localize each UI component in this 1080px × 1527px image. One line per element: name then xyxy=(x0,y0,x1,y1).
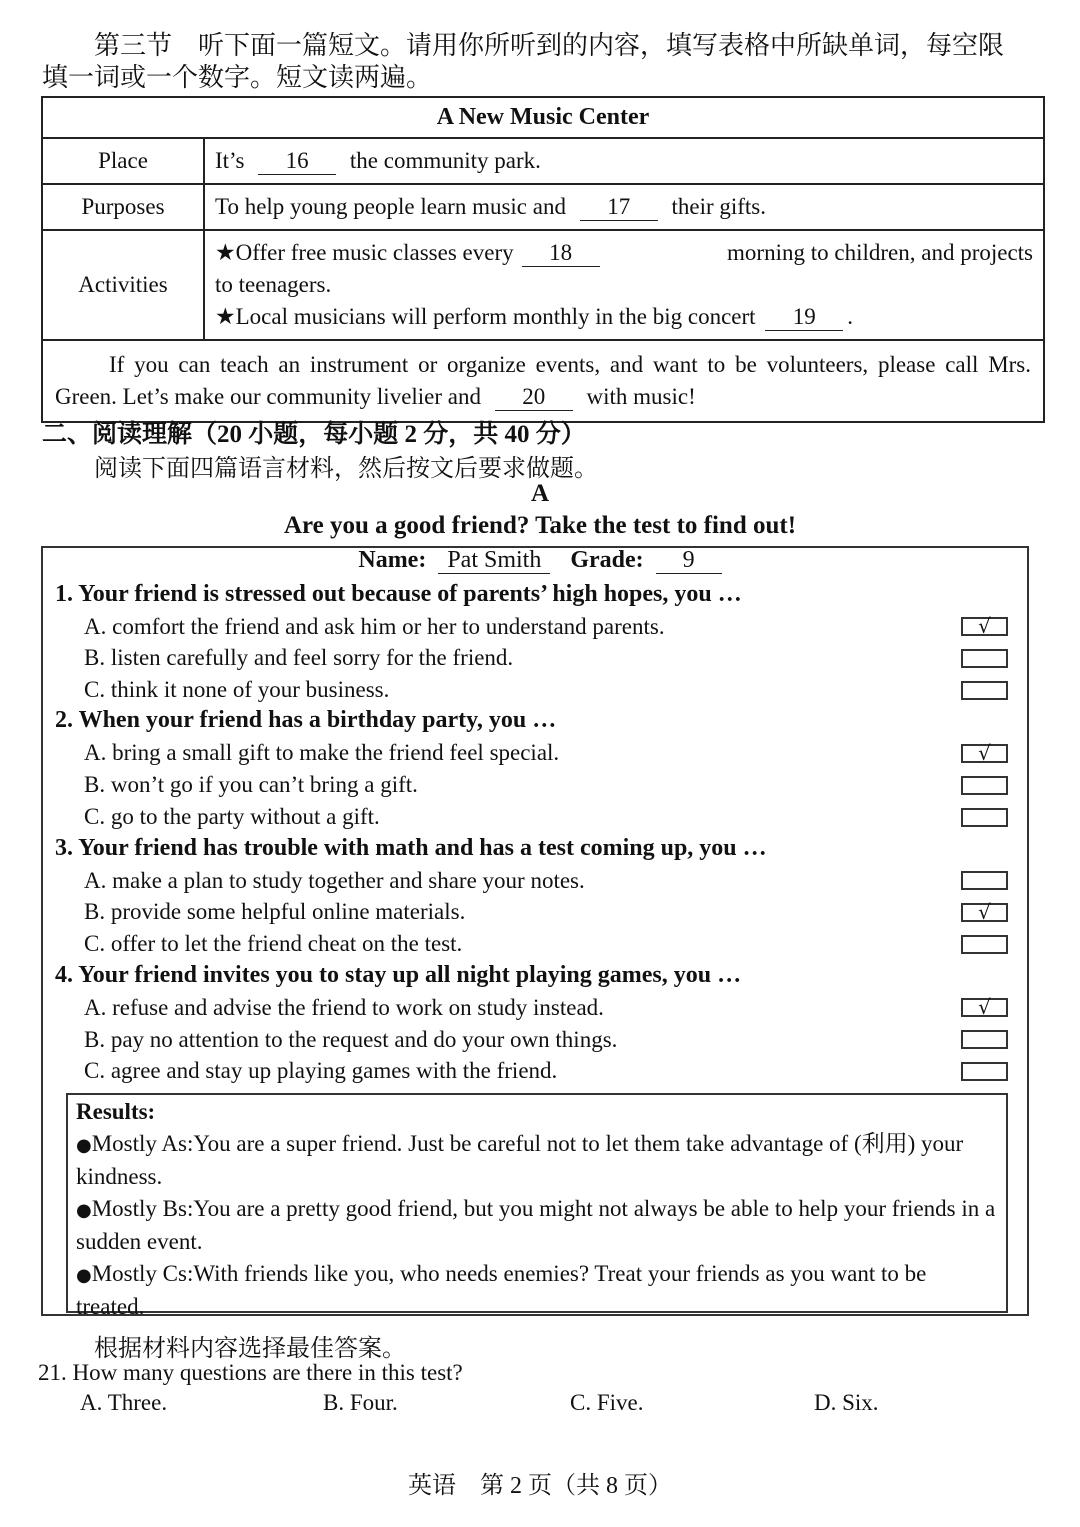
q1-checkbox-b[interactable] xyxy=(961,649,1008,668)
q3-checkbox-b[interactable]: √ xyxy=(961,903,1008,922)
result-key-c: Mostly Cs: xyxy=(91,1260,194,1286)
footer-note-post: with music! xyxy=(586,384,696,409)
q3-checkbox-c[interactable] xyxy=(961,935,1008,954)
result-text-a: You are a super friend. Just be careful not to let them take advantage of (利用) your kindness. xyxy=(76,1130,964,1189)
q2-checkbox-c[interactable] xyxy=(961,808,1008,827)
q4-checkbox-a[interactable]: √ xyxy=(961,998,1008,1017)
table-footer-note xyxy=(42,340,1044,422)
blank-17[interactable]: 17 xyxy=(580,194,658,221)
q2-option-a: A. bring a small gift to make the friend feel special. xyxy=(84,740,560,765)
q1-checkbox-a[interactable]: √ xyxy=(961,617,1008,636)
result-key-b: Mostly Bs: xyxy=(91,1195,194,1221)
results-title: Results: xyxy=(76,1099,156,1124)
place-post: the community park. xyxy=(349,148,541,173)
q4-option-a: A. refuse and advise the friend to work on study instead. xyxy=(84,995,604,1020)
q2-option-c: C. go to the party without a gift. xyxy=(84,804,380,829)
footer-note-pre: If you can teach an instrument or organize events, and want to be volunteers, please call Mrs. Green. Let’s make our community livelier and xyxy=(55,352,1031,409)
q4-checkbox-c[interactable] xyxy=(961,1062,1008,1081)
instructions-line-1: 第三节 听下面一篇短文。请用你所听到的内容，填写表格中所缺单词，每空限 xyxy=(94,31,1005,60)
results-box xyxy=(66,1093,1008,1319)
q2-checkbox-a[interactable]: √ xyxy=(961,744,1008,763)
listening-instructions xyxy=(42,30,1047,94)
blank-19[interactable]: 19 xyxy=(765,304,843,331)
result-text-c: With friends like you, who needs enemies? Treat your friends as you want to be treated. xyxy=(76,1260,927,1319)
question-21: 21. How many questions are there in this test? xyxy=(38,1360,463,1385)
name-label: Name: xyxy=(358,547,427,573)
page-footer: 英语 第 2 页（共 8 页） xyxy=(408,1473,672,1499)
instructions-line-2: 填一词或一个数字。短文读两遍。 xyxy=(42,63,433,92)
q2-checkbox-b[interactable] xyxy=(961,776,1008,795)
music-center-table xyxy=(41,96,1045,423)
q1-option-b: B. listen carefully and feel sorry for the friend. xyxy=(84,645,514,670)
row-label-place: Place xyxy=(42,138,204,184)
blank-18[interactable]: 18 xyxy=(522,240,600,267)
bullet-icon: ● xyxy=(76,1264,92,1286)
bullet-icon: ● xyxy=(76,1134,92,1156)
q21-option-d[interactable]: D. Six. xyxy=(814,1390,879,1415)
result-key-a: Mostly As: xyxy=(91,1130,194,1156)
q21-option-a[interactable]: A. Three. xyxy=(80,1390,168,1415)
place-pre: It’s xyxy=(215,148,245,173)
result-mostly-c xyxy=(76,1258,998,1323)
q4-checkbox-b[interactable] xyxy=(961,1030,1008,1049)
test-title: Are you a good friend? Take the test to find out! xyxy=(283,512,797,539)
name-grade-bar xyxy=(0,547,1080,574)
activities-line3-pre: ★Local musicians will perform monthly in the big concert xyxy=(215,304,756,329)
q3-option-b: B. provide some helpful online materials. xyxy=(84,899,466,924)
q21-option-c[interactable]: C. Five. xyxy=(570,1390,644,1415)
q21-option-b[interactable]: B. Four. xyxy=(323,1390,398,1415)
q3-option-a: A. make a plan to study together and share your notes. xyxy=(84,868,585,893)
activities-line2: to teenagers. xyxy=(215,272,332,297)
grade-value: 9 xyxy=(656,547,722,574)
result-text-b: You are a pretty good friend, but you might not always be able to help your friends in a sudden event. xyxy=(76,1195,996,1254)
q3-checkbox-a[interactable] xyxy=(961,871,1008,890)
name-value: Pat Smith xyxy=(438,547,550,574)
row-label-purposes: Purposes xyxy=(42,184,204,230)
q4-option-b: B. pay no attention to the request and do your own things. xyxy=(84,1027,618,1052)
choose-answer-instruction: 根据材料内容选择最佳答案。 xyxy=(94,1336,406,1362)
q4-option-c: C. agree and stay up playing games with the friend. xyxy=(84,1058,558,1083)
question-4: 4. Your friend invites you to stay up all night playing games, you … xyxy=(55,962,742,988)
q3-option-c: C. offer to let the friend cheat on the test. xyxy=(84,931,463,956)
purposes-post: their gifts. xyxy=(671,194,767,219)
purposes-pre: To help young people learn music and xyxy=(215,194,566,219)
activities-line1-post: morning to children, and projects xyxy=(727,240,1033,265)
result-mostly-a xyxy=(76,1128,998,1193)
q1-option-a: A. comfort the friend and ask him or her to understand parents. xyxy=(84,614,665,639)
reading-section-instructions: 阅读下面四篇语言材料，然后按文后要求做题。 xyxy=(94,456,598,482)
question-2: 2. When your friend has a birthday party, you … xyxy=(55,707,557,733)
blank-16[interactable]: 16 xyxy=(258,148,336,175)
question-3: 3. Your friend has trouble with math and has a test coming up, you … xyxy=(55,835,767,861)
q1-checkbox-c[interactable] xyxy=(961,681,1008,700)
reading-section-title: 二、阅读理解（20 小题，每小题 2 分，共 40 分） xyxy=(42,421,586,448)
q1-option-c: C. think it none of your business. xyxy=(84,677,390,702)
result-mostly-b xyxy=(76,1193,998,1258)
grade-label: Grade: xyxy=(570,547,644,573)
table-title: A New Music Center xyxy=(42,97,1044,138)
row-label-activities: Activities xyxy=(42,230,204,340)
passage-letter: A xyxy=(530,480,550,507)
row-content-activities: ★Offer free music classes every 18 morning to children, and projects to teenagers. ★Local musicians will perform monthly in the big concert 19 . xyxy=(204,230,1044,340)
activities-line1-pre: ★Offer free music classes every xyxy=(215,240,514,265)
bullet-icon: ● xyxy=(76,1199,92,1221)
row-content-place xyxy=(204,138,1044,184)
blank-20[interactable]: 20 xyxy=(495,384,573,411)
row-content-purposes xyxy=(204,184,1044,230)
q2-option-b: B. won’t go if you can’t bring a gift. xyxy=(84,772,418,797)
question-1: 1. Your friend is stressed out because of parents’ high hopes, you … xyxy=(55,581,742,607)
